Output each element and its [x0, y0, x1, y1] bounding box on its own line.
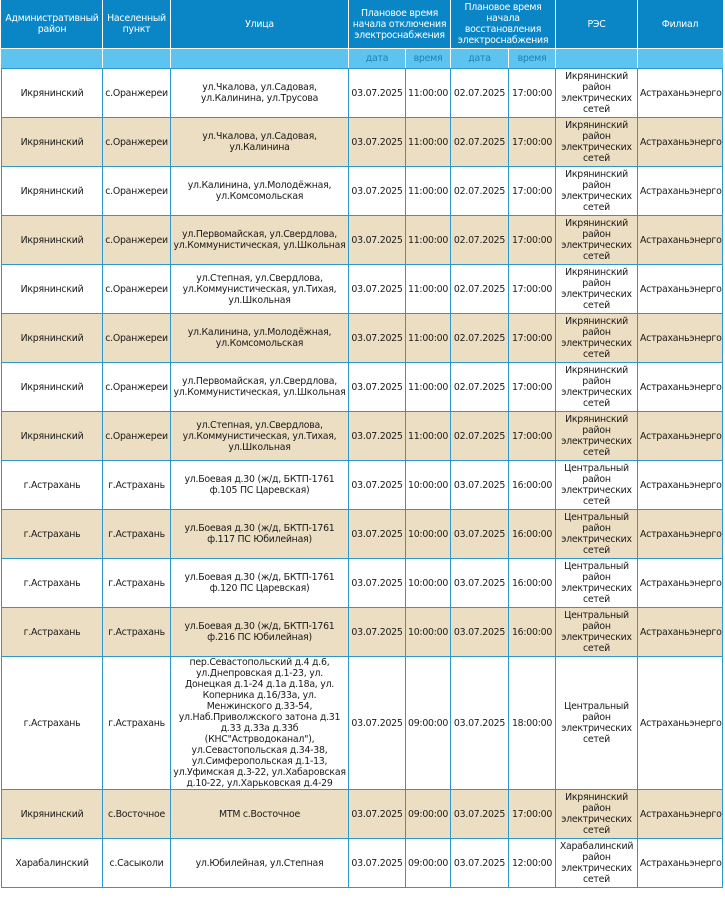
subheader-on-time: время [509, 49, 556, 69]
cell-off-date: 03.07.2025 [349, 314, 406, 363]
cell-street: ул.Первомайская, ул.Свердлова, ул.Коммунистическая, ул.Школьная [171, 216, 349, 265]
cell-res: Икрянинский район электрических сетей [556, 412, 638, 461]
cell-off-time: 11:00:00 [406, 69, 451, 118]
cell-res: Харабалинский район электрических сетей [556, 839, 638, 888]
header-branch: Филиал [638, 0, 723, 49]
table-row [2, 412, 723, 461]
cell-street: ул.Калинина, ул.Молодёжная, ул.Комсомольская [171, 167, 349, 216]
cell-off-date: 03.07.2025 [349, 412, 406, 461]
cell-branch: Астраханьэнерго [638, 265, 723, 314]
cell-street: ул.Боевая д.30 (ж/д, БКТП-1761 ф.105 ПС Царевская) [171, 461, 349, 510]
header-row [2, 0, 723, 49]
outage-schedule-table [1, 0, 723, 888]
cell-res: Икрянинский район электрических сетей [556, 363, 638, 412]
cell-street: пер.Севастопольский д.4 д.6, ул.Днепровская д.1-23, ул. Донецкая д.1-24 д.1а д.18а, ул. Коперника д.16/33а, ул. Менжинского д.33-54, ул.Наб.Приволжского затона д.31 д.33 д.33а д.33б (КНС"Астрводоканал"), ул.Севастопольская д.34-38, ул.Симферопольская д.1-13, ул.Уфимская д.3-22, ул.Хабаровская д.10-22, ул.Харьковская д.4-29 [171, 657, 349, 790]
cell-locality: с.Оранжереи [103, 412, 171, 461]
subheader-off-date: дата [349, 49, 406, 69]
cell-branch: Астраханьэнерго [638, 363, 723, 412]
cell-on-date: 02.07.2025 [451, 314, 509, 363]
cell-street: ул.Первомайская, ул.Свердлова, ул.Коммунистическая, ул.Школьная [171, 363, 349, 412]
cell-off-date: 03.07.2025 [349, 118, 406, 167]
cell-district: г.Астрахань [2, 608, 103, 657]
cell-district: Икрянинский [2, 412, 103, 461]
cell-street: МТМ с.Восточное [171, 790, 349, 839]
cell-off-time: 11:00:00 [406, 314, 451, 363]
cell-branch: Астраханьэнерго [638, 118, 723, 167]
subheader-empty [103, 49, 171, 69]
cell-locality: с.Оранжереи [103, 363, 171, 412]
cell-on-date: 02.07.2025 [451, 265, 509, 314]
cell-branch: Астраханьэнерго [638, 412, 723, 461]
table-row [2, 839, 723, 888]
subheader-off-time: время [406, 49, 451, 69]
cell-district: Икрянинский [2, 314, 103, 363]
cell-district: г.Астрахань [2, 510, 103, 559]
subheader-empty [638, 49, 723, 69]
table-row [2, 265, 723, 314]
cell-street: ул.Юбилейная, ул.Степная [171, 839, 349, 888]
cell-res: Центральный район электрических сетей [556, 510, 638, 559]
table-body [2, 69, 723, 888]
table-row [2, 314, 723, 363]
cell-on-time: 16:00:00 [509, 559, 556, 608]
cell-res: Центральный район электрических сетей [556, 559, 638, 608]
cell-res: Центральный район электрических сетей [556, 461, 638, 510]
header-street: Улица [171, 0, 349, 49]
subheader-on-date: дата [451, 49, 509, 69]
cell-off-time: 11:00:00 [406, 118, 451, 167]
header-on-time: Плановое время начала восстановления электроснабжения [451, 0, 556, 49]
cell-on-time: 17:00:00 [509, 265, 556, 314]
cell-district: Харабалинский [2, 839, 103, 888]
table-row [2, 216, 723, 265]
cell-street: ул.Степная, ул.Свердлова, ул.Коммунистическая, ул.Тихая, ул.Школьная [171, 265, 349, 314]
table-row [2, 559, 723, 608]
cell-off-time: 11:00:00 [406, 265, 451, 314]
cell-branch: Астраханьэнерго [638, 839, 723, 888]
cell-on-date: 02.07.2025 [451, 118, 509, 167]
cell-off-time: 09:00:00 [406, 839, 451, 888]
cell-on-date: 02.07.2025 [451, 69, 509, 118]
cell-on-time: 17:00:00 [509, 167, 556, 216]
header-locality: Населенный пункт [103, 0, 171, 49]
cell-on-time: 16:00:00 [509, 461, 556, 510]
cell-district: г.Астрахань [2, 559, 103, 608]
cell-on-time: 17:00:00 [509, 118, 556, 167]
cell-on-time: 17:00:00 [509, 69, 556, 118]
cell-branch: Астраханьэнерго [638, 461, 723, 510]
subheader-empty [171, 49, 349, 69]
cell-on-date: 03.07.2025 [451, 657, 509, 790]
cell-locality: с.Оранжереи [103, 216, 171, 265]
cell-locality: г.Астрахань [103, 510, 171, 559]
cell-district: г.Астрахань [2, 461, 103, 510]
cell-district: Икрянинский [2, 118, 103, 167]
cell-street: ул.Калинина, ул.Молодёжная, ул.Комсомольская [171, 314, 349, 363]
cell-off-date: 03.07.2025 [349, 839, 406, 888]
cell-street: ул.Боевая д.30 (ж/д, БКТП-1761 ф.117 ПС Юбилейная) [171, 510, 349, 559]
cell-branch: Астраханьэнерго [638, 790, 723, 839]
cell-district: Икрянинский [2, 216, 103, 265]
cell-street: ул.Чкалова, ул.Садовая, ул.Калинина [171, 118, 349, 167]
cell-on-time: 17:00:00 [509, 412, 556, 461]
cell-res: Центральный район электрических сетей [556, 657, 638, 790]
cell-off-time: 11:00:00 [406, 216, 451, 265]
cell-off-time: 09:00:00 [406, 790, 451, 839]
cell-off-date: 03.07.2025 [349, 608, 406, 657]
cell-district: Икрянинский [2, 790, 103, 839]
cell-on-time: 17:00:00 [509, 216, 556, 265]
cell-on-time: 16:00:00 [509, 608, 556, 657]
cell-locality: г.Астрахань [103, 559, 171, 608]
table-row [2, 608, 723, 657]
cell-street: ул.Боевая д.30 (ж/д, БКТП-1761 ф.216 ПС Юбилейная) [171, 608, 349, 657]
cell-res: Икрянинский район электрических сетей [556, 216, 638, 265]
table-row [2, 69, 723, 118]
cell-locality: г.Астрахань [103, 657, 171, 790]
cell-off-time: 09:00:00 [406, 657, 451, 790]
cell-on-date: 03.07.2025 [451, 839, 509, 888]
cell-off-time: 11:00:00 [406, 412, 451, 461]
cell-street: ул.Чкалова, ул.Садовая, ул.Калинина, ул.Трусова [171, 69, 349, 118]
cell-off-date: 03.07.2025 [349, 69, 406, 118]
cell-res: Икрянинский район электрических сетей [556, 265, 638, 314]
cell-district: Икрянинский [2, 265, 103, 314]
cell-off-date: 03.07.2025 [349, 167, 406, 216]
cell-branch: Астраханьэнерго [638, 510, 723, 559]
cell-off-date: 03.07.2025 [349, 790, 406, 839]
cell-off-time: 10:00:00 [406, 608, 451, 657]
cell-off-date: 03.07.2025 [349, 265, 406, 314]
cell-locality: с.Оранжереи [103, 265, 171, 314]
cell-on-date: 03.07.2025 [451, 510, 509, 559]
cell-res: Икрянинский район электрических сетей [556, 167, 638, 216]
cell-district: г.Астрахань [2, 657, 103, 790]
cell-locality: г.Астрахань [103, 461, 171, 510]
cell-on-date: 02.07.2025 [451, 167, 509, 216]
table-row [2, 790, 723, 839]
table-row [2, 118, 723, 167]
cell-res: Икрянинский район электрических сетей [556, 118, 638, 167]
table-row [2, 461, 723, 510]
table-row [2, 657, 723, 790]
cell-locality: с.Оранжереи [103, 314, 171, 363]
cell-branch: Астраханьэнерго [638, 657, 723, 790]
cell-on-time: 16:00:00 [509, 510, 556, 559]
table-header [2, 0, 723, 69]
cell-off-date: 03.07.2025 [349, 216, 406, 265]
cell-off-time: 11:00:00 [406, 167, 451, 216]
cell-res: Икрянинский район электрических сетей [556, 790, 638, 839]
subheader-empty [556, 49, 638, 69]
cell-off-time: 10:00:00 [406, 461, 451, 510]
cell-branch: Астраханьэнерго [638, 216, 723, 265]
cell-district: Икрянинский [2, 69, 103, 118]
cell-on-date: 03.07.2025 [451, 559, 509, 608]
cell-on-date: 02.07.2025 [451, 412, 509, 461]
cell-off-time: 11:00:00 [406, 363, 451, 412]
cell-street: ул.Степная, ул.Свердлова, ул.Коммунистическая, ул.Тихая, ул.Школьная [171, 412, 349, 461]
table-row [2, 363, 723, 412]
cell-on-date: 03.07.2025 [451, 461, 509, 510]
cell-branch: Астраханьэнерго [638, 559, 723, 608]
cell-district: Икрянинский [2, 363, 103, 412]
cell-off-date: 03.07.2025 [349, 510, 406, 559]
header-off-time: Плановое время начала отключения электроснабжения [349, 0, 451, 49]
cell-on-date: 02.07.2025 [451, 216, 509, 265]
cell-branch: Астраханьэнерго [638, 167, 723, 216]
cell-on-date: 03.07.2025 [451, 790, 509, 839]
cell-on-date: 03.07.2025 [451, 608, 509, 657]
cell-branch: Астраханьэнерго [638, 314, 723, 363]
cell-on-time: 18:00:00 [509, 657, 556, 790]
cell-locality: с.Оранжереи [103, 118, 171, 167]
header-res: РЭС [556, 0, 638, 49]
cell-locality: с.Оранжереи [103, 69, 171, 118]
cell-on-time: 17:00:00 [509, 363, 556, 412]
cell-on-time: 17:00:00 [509, 790, 556, 839]
cell-on-date: 02.07.2025 [451, 363, 509, 412]
cell-res: Икрянинский район электрических сетей [556, 314, 638, 363]
cell-off-time: 10:00:00 [406, 559, 451, 608]
cell-locality: с.Оранжереи [103, 167, 171, 216]
cell-off-date: 03.07.2025 [349, 461, 406, 510]
header-district: Административный район [2, 0, 103, 49]
cell-on-time: 17:00:00 [509, 314, 556, 363]
cell-off-date: 03.07.2025 [349, 657, 406, 790]
cell-branch: Астраханьэнерго [638, 69, 723, 118]
cell-off-date: 03.07.2025 [349, 363, 406, 412]
cell-res: Икрянинский район электрических сетей [556, 69, 638, 118]
cell-locality: с.Сасыколи [103, 839, 171, 888]
cell-off-time: 10:00:00 [406, 510, 451, 559]
table-row [2, 510, 723, 559]
cell-res: Центральный район электрических сетей [556, 608, 638, 657]
cell-district: Икрянинский [2, 167, 103, 216]
subheader-row [2, 49, 723, 69]
subheader-empty [2, 49, 103, 69]
cell-on-time: 12:00:00 [509, 839, 556, 888]
cell-locality: г.Астрахань [103, 608, 171, 657]
table-row [2, 167, 723, 216]
cell-branch: Астраханьэнерго [638, 608, 723, 657]
cell-street: ул.Боевая д.30 (ж/д, БКТП-1761 ф.120 ПС Царевская) [171, 559, 349, 608]
cell-off-date: 03.07.2025 [349, 559, 406, 608]
cell-locality: с.Восточное [103, 790, 171, 839]
